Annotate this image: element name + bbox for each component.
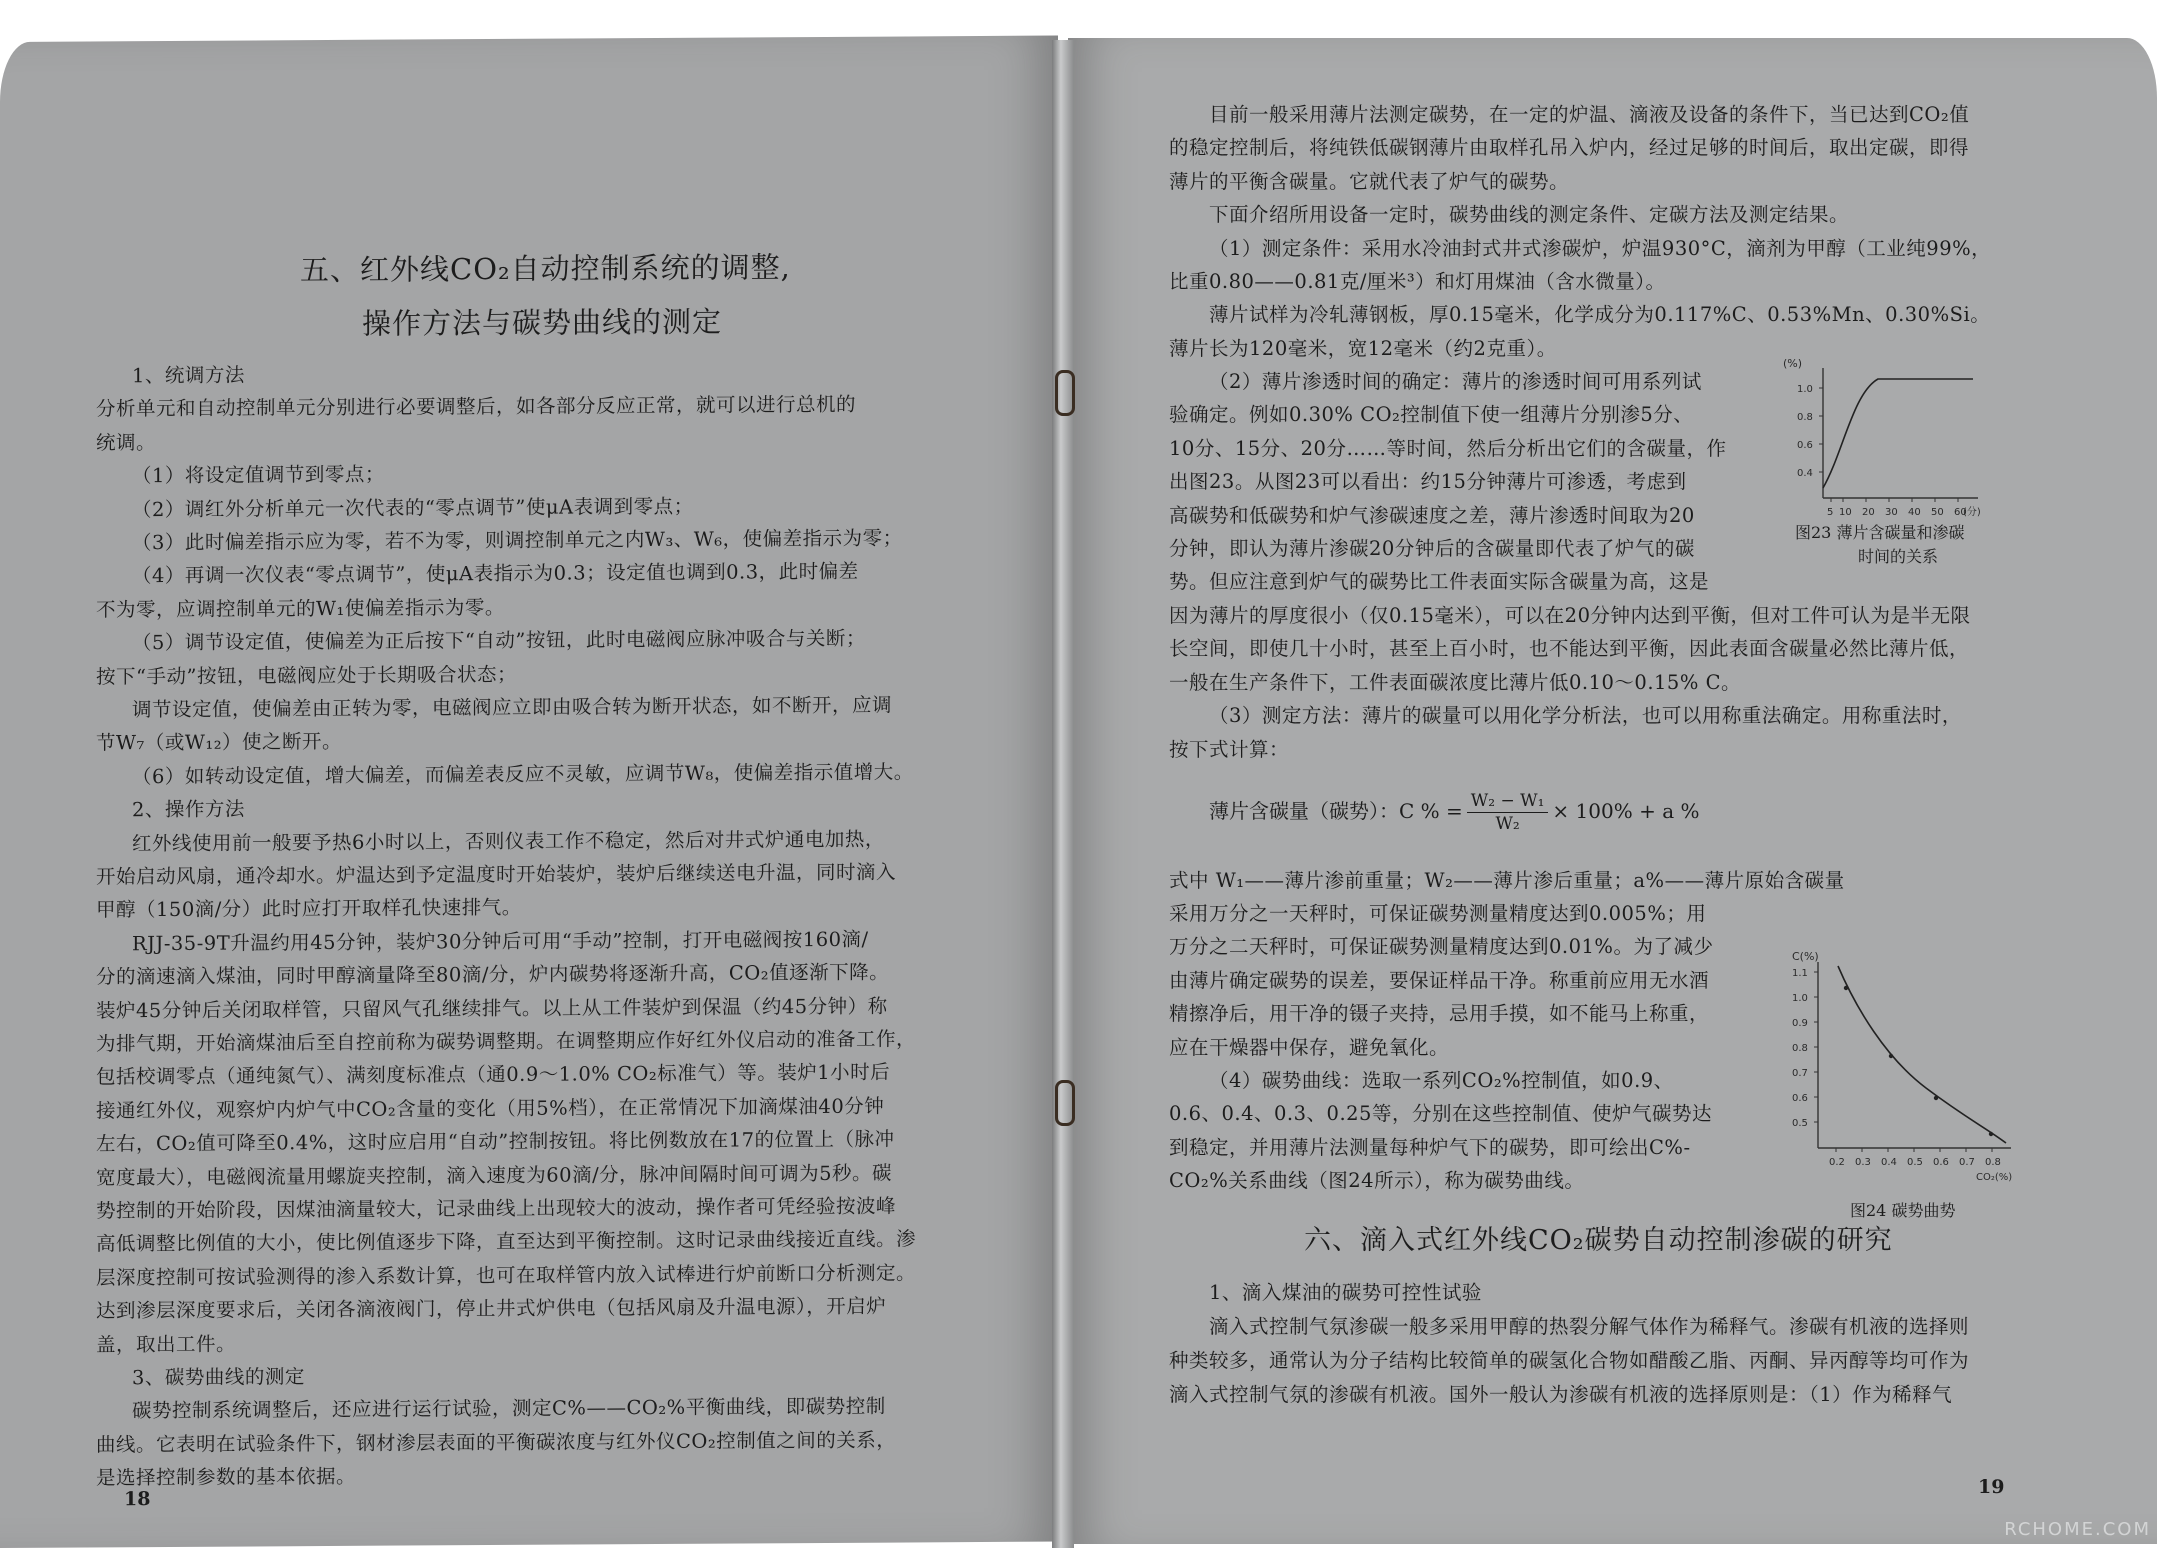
body-text-line: （1）将设定值调节到零点； [132, 462, 385, 488]
body-text-line: 碳势控制系统调整后，还应进行运行试验，测定C%——CO₂%平衡曲线，即碳势控制 [132, 1394, 886, 1423]
formula-note: 式中 W₁——薄片渗前重量；W₂——薄片渗后重量；a%——薄片原始含碳量 [1169, 869, 1845, 892]
y-tick-label: 0.5 [1792, 1118, 1808, 1129]
body-text-line: 高低调整比例值的大小，使比例值逐步下降，直至达到平衡控制。这时记录曲线接近直线。渗 [96, 1227, 917, 1256]
y-tick-label: 1.0 [1792, 993, 1808, 1004]
formula-numerator: W₂ − W₁ [1467, 790, 1549, 813]
body-text-line: 1、统调方法 [132, 363, 245, 388]
body-text-line: 精擦净后，用干净的镊子夹持，忌用手摸，如不能马上称重， [1169, 1002, 1710, 1026]
body-text-line: 势。但应注意到炉气的碳势比工件表面实际含碳量为高，这是 [1169, 570, 1710, 594]
x-tick-label: 5 [1827, 507, 1834, 518]
data-point [1989, 1132, 1993, 1136]
binding-stitch [1055, 370, 1075, 416]
body-text-line: （3）测定方法：薄片的碳量可以用化学分析法，也可以用称重法确定。用称重法时， [1209, 704, 1962, 728]
body-text-line: 达到渗层深度要求后，关闭各滴液阀门，停止井式炉供电（包括风扇及升温电源），开启炉 [96, 1294, 887, 1323]
saturation-curve [1823, 379, 1973, 488]
body-text-line: 左右，CO₂值可降至0.4%，这时应启用“自动”控制按钮。将比例数放在17的位置上（脉冲 [96, 1127, 895, 1156]
page-number: 18 [124, 1488, 151, 1511]
body-text-line: 高碳势和低碳势和炉气渗碳速度之差，薄片渗透时间取为20 [1169, 503, 1695, 527]
body-text-line: 长空间，即使几十小时，甚至上百小时，也不能达到平衡，因此表面含碳量必然比薄片低， [1169, 637, 1970, 661]
body-text-line: 出图23。从图23可以看出：约15分钟薄片可渗透，考虑到 [1169, 470, 1687, 494]
formula-lhs: 薄片含碳量（碳势）：C % = [1209, 799, 1463, 823]
x-tick-label: 60 [1954, 507, 1967, 518]
body-text-line: 为排气期，开始滴煤油后至自控前称为碳势调整期。在调整期应作好红外仪启动的准备工作， [96, 1027, 917, 1056]
body-text-line: （3）此时偏差指示应为零，若不为零，则调控制单元之内W₃、W₆，使偏差指示为零； [132, 526, 903, 555]
body-text-line: 的稳定控制后，将纯铁低碳钢薄片由取样孔吊入炉内，经过足够的时间后，取出定碳，即得 [1169, 136, 1970, 160]
body-text-line: RJJ-35-9T升温约用45分钟，装炉30分钟后可用“手动”控制，打开电磁阀按160滴/ [132, 927, 869, 955]
body-text-line: 红外线使用前一般要予热6小时以上，否则仪表工作不稳定，然后对井式炉通电加热， [132, 827, 885, 855]
body-text-line: 采用万分之一天秤时，可保证碳势测量精度达到0.005%；用 [1169, 902, 1707, 925]
x-tick-label: 10 [1839, 507, 1852, 518]
y-axis-unit: (%) [1783, 357, 1803, 370]
body-text-line: 滴入式控制气氛的渗碳有机液。国外一般认为渗碳有机液的选择原则是：（1）作为稀释气 [1169, 1383, 1953, 1406]
body-text-line: 调节设定值，使偏差由正转为零，电磁阀应立即由吸合转为断开状态，如不断开，应调 [132, 693, 893, 722]
body-text-line: 不为零，应调控制单元的W₁使偏差指示为零。 [96, 595, 505, 622]
formula-denominator: W₂ [1495, 814, 1520, 834]
body-text-line: 分的滴速滴入煤油，同时甲醇滴量降至80滴/分，炉内碳势将逐渐升高，CO₂值逐渐下降。 [96, 960, 890, 989]
binding-stitch [1055, 1080, 1075, 1126]
body-text-line: 下面介绍所用设备一定时，碳势曲线的测定条件、定碳方法及测定结果。 [1209, 203, 1850, 227]
figure-24-caption: 图24 碳势曲势 [1850, 1201, 1956, 1220]
body-text-line: 2、操作方法 [132, 797, 245, 822]
section-heading: 五、红外线CO₂自动控制系统的调整, [300, 250, 791, 288]
body-text-line: 到稳定，并用薄片法测量每种炉气下的碳势，即可绘出C%- [1169, 1135, 1691, 1159]
body-text-line: 势控制的开始阶段，因煤油滴量较大，记录曲线上出现较大的波动，操作者可凭经验按波峰 [96, 1194, 897, 1223]
figure-23-caption-line2: 时间的关系 [1858, 547, 1939, 566]
body-text-line: （2）调红外分析单元一次代表的“零点调节”使μA表调到零点； [132, 494, 694, 521]
x-tick-label: 40 [1908, 507, 1921, 518]
y-tick-label: 0.7 [1792, 1068, 1808, 1079]
body-text-line: 1、滴入煤油的碳势可控性试验 [1209, 1281, 1482, 1304]
body-text-line: 比重0.80——0.81克/厘米³）和灯用煤油（含水微量）。 [1169, 270, 1666, 293]
body-text-line: 统调。 [96, 430, 157, 455]
body-text-line: （4）碳势曲线：选取一系列CO₂%控制值，如0.9、 [1209, 1069, 1674, 1092]
formula-fraction [1467, 790, 1549, 835]
body-text-line: 按下式计算： [1169, 737, 1290, 761]
body-text-line: 包括校调零点（通纯氮气）、满刻度标准点（通0.9～1.0% CO₂标准气）等。装炉1小时后 [96, 1060, 891, 1089]
body-text-line: （6）如转动设定值，增大偏差，而偏差表反应不灵敏，应调节W₈，使偏差指示值增大。 [132, 760, 914, 788]
body-text-line: 3、碳势曲线的测定 [132, 1365, 305, 1390]
right-page [1068, 38, 2157, 1544]
x-tick-label: 0.4 [1881, 1157, 1897, 1168]
body-text-line: 分钟，即认为薄片渗碳20分钟后的含碳量即代表了炉气的碳 [1169, 537, 1695, 560]
carbon-formula [1209, 790, 1699, 835]
body-text-line: 是选择控制参数的基本依据。 [96, 1465, 357, 1490]
data-point [1934, 1096, 1938, 1100]
left-page [0, 36, 1058, 1548]
body-text-line: 验确定。例如0.30% CO₂控制值下使一组薄片分别渗5分、 [1169, 403, 1694, 427]
body-text-line: 宽度最大），电磁阀流量用螺旋夹控制，滴入速度为60滴/分，脉冲间隔时间可调为5秒。碳 [96, 1161, 893, 1190]
body-text-line: 接通红外仪，观察炉内炉气中CO₂含量的变化（用5%档），在正常情况下加滴煤油40分钟 [96, 1094, 885, 1123]
body-text-line: 盖，取出工件。 [96, 1332, 237, 1357]
body-text-line: 滴入式控制气氛渗碳一般多采用甲醇的热裂分解气体作为稀释气。渗碳有机液的选择则 [1209, 1315, 1970, 1338]
body-text-line: （1）测定条件：采用水冷油封式井式渗碳炉，炉温930°C，滴剂为甲醇（工业纯99%， [1209, 236, 1992, 260]
x-tick-label: 0.2 [1829, 1157, 1845, 1168]
y-tick-label: 0.6 [1797, 440, 1813, 451]
y-axis-unit: C(%) [1792, 950, 1819, 963]
body-text-line: CO₂%关系曲线（图24所示），称为碳势曲线。 [1169, 1169, 1585, 1193]
y-tick-label: 1.1 [1792, 968, 1808, 979]
x-tick-label: 0.7 [1959, 1157, 1975, 1168]
data-point [1844, 986, 1848, 990]
body-text-line: 装炉45分钟后关闭取样管，只留风气孔继续排气。以上从工件装炉到保温（约45分钟）称 [96, 994, 888, 1023]
body-text-line: 10分、15分、20分……等时间，然后分析出它们的含碳量，作 [1169, 436, 1727, 460]
x-axis-unit: CO₂(%) [1976, 1172, 2013, 1183]
section-heading-line2: 操作方法与碳势曲线的测定 [362, 304, 723, 341]
y-tick-label: 0.6 [1792, 1093, 1808, 1104]
x-tick-label: 20 [1862, 507, 1875, 518]
page-number: 19 [1978, 1476, 2005, 1498]
body-text-line: 因为薄片的厚度很小（仅0.15毫米），可以在20分钟内达到平衡，但对工件可认为是半无限 [1169, 604, 1971, 627]
body-text-line: 种类较多，通常认为分子结构比较简单的碳氢化合物如醋酸乙脂、丙酮、异丙醇等均可作为 [1169, 1349, 1970, 1372]
body-text-line: （5）调节设定值，使偏差为正后按下“自动”按钮，此时电磁阀应脉冲吸合与关断； [132, 626, 866, 655]
body-text-line: 甲醇（150滴/分）此时应打开取样孔快速排气。 [96, 896, 522, 922]
body-text-line: 薄片长为120毫米，宽12毫米（约2克重）。 [1169, 336, 1557, 360]
x-tick-label: 0.6 [1933, 1157, 1949, 1168]
body-text-line: 开始启动风扇，通冷却水。炉温达到予定温度时开始装炉，装炉后继续送电升温，同时滴入 [96, 860, 897, 889]
formula-rhs: × 100% + a % [1552, 799, 1700, 823]
body-text-line: 薄片试样为冷轧薄钢板，厚0.15毫米，化学成分为0.117%C、0.53%Mn、0.30%Si。 [1209, 303, 1991, 327]
body-text-line: 应在干燥器中保存，避免氧化。 [1169, 1035, 1450, 1059]
body-text-line: 一般在生产条件下，工件表面碳浓度比薄片低0.10～0.15% C。 [1169, 670, 1741, 694]
y-tick-label: 0.9 [1792, 1018, 1808, 1029]
carbon-potential-curve [1838, 966, 2006, 1143]
body-text-line: （4）再调一次仪表“零点调节”，使μA表指示为0.3；设定值也调到0.3，此时偏差 [132, 560, 859, 588]
y-tick-label: 1.0 [1797, 384, 1813, 395]
y-tick-label: 0.4 [1797, 468, 1813, 479]
figure-23-caption: 图23 薄片含碳量和渗碳 [1795, 523, 1965, 542]
body-text-line: 目前一般采用薄片法测定碳势，在一定的炉温、滴液及设备的条件下，当已达到CO₂值 [1209, 103, 1970, 126]
y-tick-label: 0.8 [1797, 412, 1813, 423]
x-tick-label: 0.3 [1855, 1157, 1871, 1168]
body-text-line: 层深度控制可按试验测得的渗入系数计算，也可在取样管内放入试棒进行炉前断口分析测定。 [96, 1261, 917, 1290]
watermark: RCHOME.COM [2004, 1519, 2151, 1540]
figure-24-chart [1786, 948, 2026, 1208]
data-point [1889, 1054, 1893, 1058]
body-text-line: 节W₇（或W₁₂）使之断开。 [96, 730, 343, 755]
body-text-line: 由薄片确定碳势的误差，要保证样品干净。称重前应用无水酒 [1169, 968, 1710, 992]
body-text-line: 薄片的平衡含碳量。它就代表了炉气的碳势。 [1169, 169, 1570, 193]
body-text-line: 万分之二天秤时，可保证碳势测量精度达到0.01%。为了减少 [1169, 935, 1714, 959]
body-text-line: 0.6、0.4、0.3、0.25等，分别在这些控制值、使炉气碳势达 [1169, 1102, 1712, 1126]
x-tick-label: 30 [1885, 507, 1898, 518]
body-text-line: 按下“手动”按钮，电磁阀应处于长期吸合状态； [96, 662, 517, 689]
figure-23-chart [1783, 353, 2003, 543]
body-text-line: 曲线。它表明在试验条件下，钢材渗层表面的平衡碳浓度与红外仪CO₂控制值之间的关系， [96, 1428, 897, 1457]
book-gutter [1052, 40, 1074, 1548]
x-axis-unit: (分) [1963, 507, 1981, 518]
x-tick-label: 0.8 [1985, 1157, 2001, 1168]
body-text-line: 分析单元和自动控制单元分别进行必要调整后，如各部分反应正常，就可以进行总机的 [96, 393, 857, 421]
x-tick-label: 50 [1931, 507, 1944, 518]
section-heading-6: 六、滴入式红外线CO₂碳势自动控制渗碳的研究 [1304, 1225, 1893, 1256]
y-tick-label: 0.8 [1792, 1043, 1808, 1054]
body-text-line: （2）薄片渗透时间的确定：薄片的渗透时间可用系列试 [1209, 370, 1702, 393]
x-tick-label: 0.5 [1907, 1157, 1923, 1168]
